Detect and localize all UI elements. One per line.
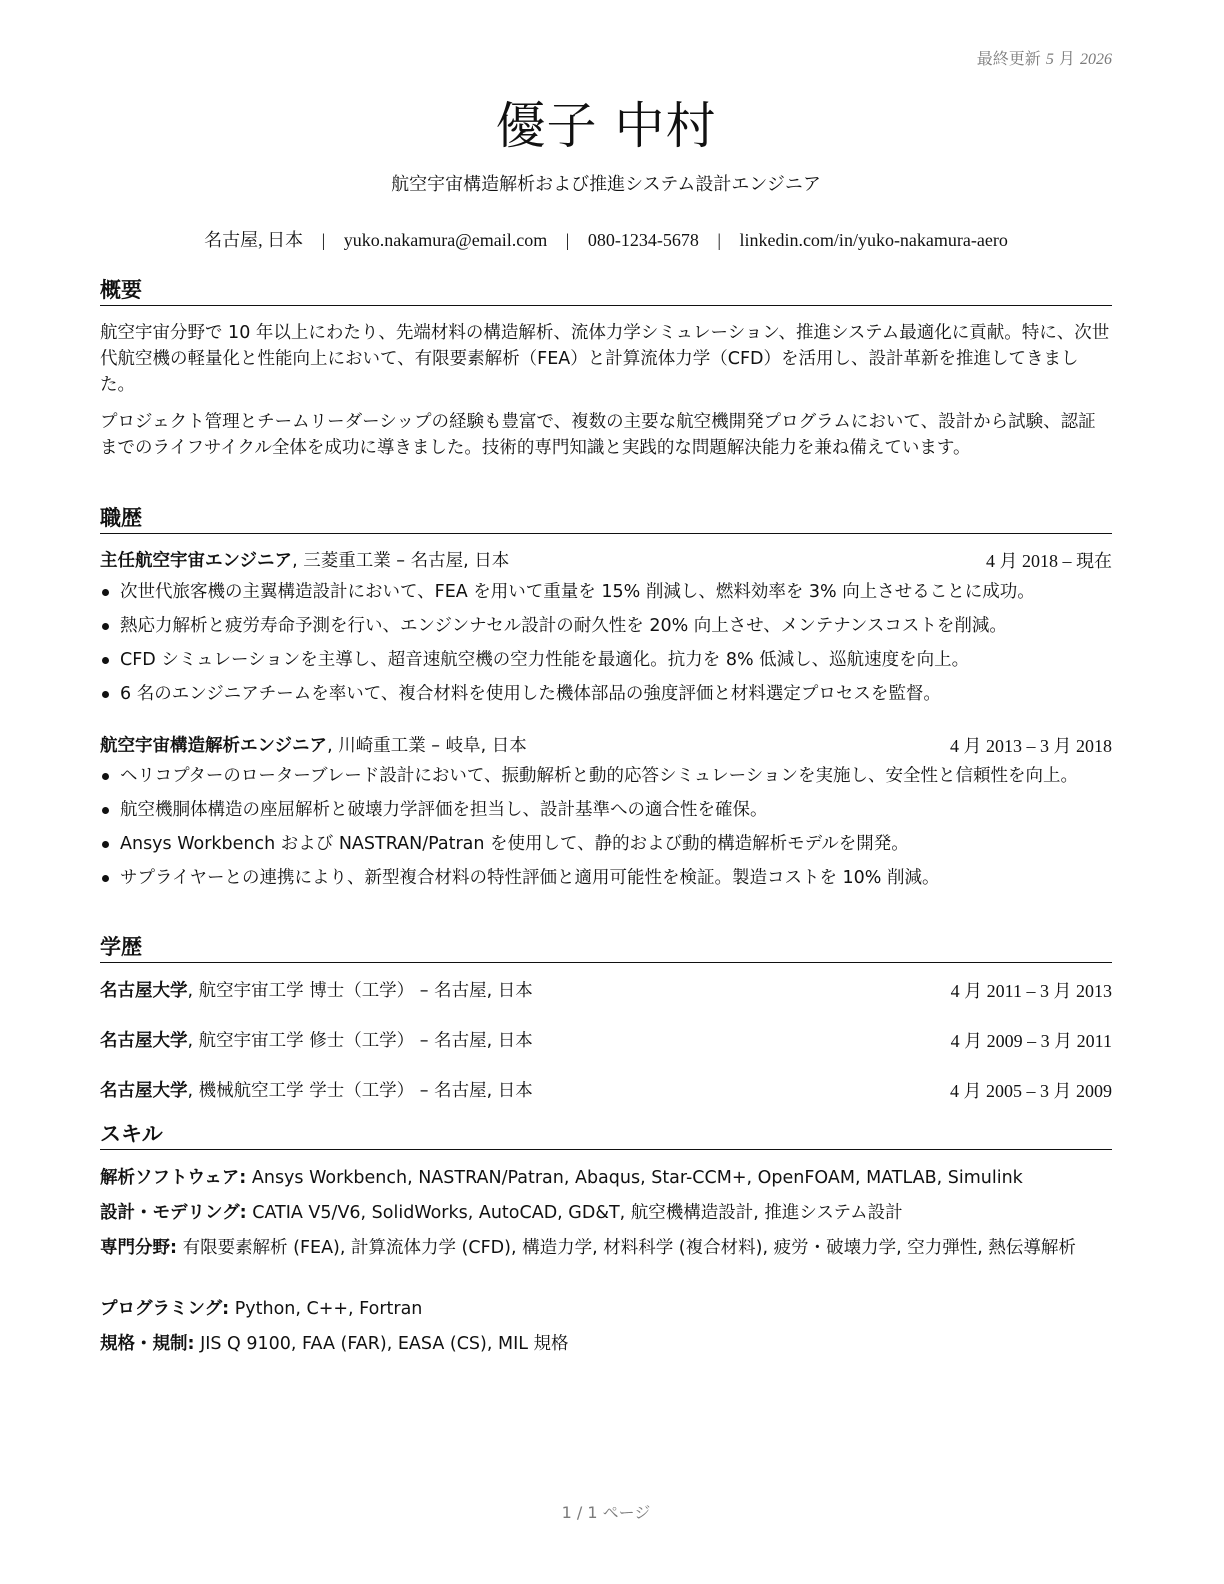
job-bullet: 6 名のエンジニアチームを率いて、複合材料を使用した機体部品の強度評価と材料選定プロセスを監督。: [100, 682, 1112, 707]
skill-row: [100, 1331, 1112, 1357]
job-bullet: サプライヤーとの連携により、新型複合材料の特性評価と適用可能性を検証。製造コストを 10% 削減。: [100, 866, 1112, 891]
section-title-education: 学歴: [100, 934, 1112, 963]
job-org: , 川崎重工業 – 岐阜, 日本: [327, 736, 527, 756]
education-school: 名古屋大学: [100, 1031, 188, 1051]
job-bullet: Ansys Workbench および NASTRAN/Patran を使用して、静的および動的構造解析モデルを開発。: [100, 832, 1112, 857]
headline: 航空宇宙構造解析および推進システム設計エンジニア: [391, 174, 821, 195]
education-item: [100, 1079, 1112, 1103]
job-bullet: ヘリコプターのローターブレード設計において、振動解析と動的応答シミュレーションを実施し、安全性と信頼性を向上。: [100, 764, 1112, 789]
job-role: 航空宇宙構造解析エンジニア: [100, 736, 328, 756]
job-dates: 4 月 2018 – 現在: [986, 551, 1112, 571]
education-dates: 4 月 2009 – 3 月 2011: [950, 1031, 1112, 1051]
section-title-experience: 職歴: [100, 505, 1112, 534]
job-bullet: 航空機胴体構造の座屈解析と破壊力学評価を担当し、設計基準への適合性を確保。: [100, 798, 1112, 823]
contact-separator: |: [717, 230, 721, 250]
job-dates: 4 月 2013 – 3 月 2018: [950, 736, 1112, 756]
job-bullet: CFD シミュレーションを主導し、超音速航空機の空力性能を最適化。抗力を 8% 低減し、巡航速度を向上。: [100, 648, 1112, 673]
candidate-name: 優子 中村: [495, 97, 717, 155]
job-bullets: [100, 580, 1112, 716]
education-dates: 4 月 2005 – 3 月 2009: [950, 1081, 1112, 1101]
skill-value: 有限要素解析 (FEA), 計算流体力学 (CFD), 構造力学, 材料科学 (複合材料), 疲労・破壊力学, 空力弾性, 熱伝導解析: [177, 1238, 1076, 1258]
job-org: , 三菱重工業 – 名古屋, 日本: [292, 551, 510, 571]
education-school: 名古屋大学: [100, 1081, 188, 1101]
job-header: [100, 549, 1112, 573]
section-title-summary: 概要: [100, 277, 1112, 306]
contact-separator: |: [321, 230, 326, 250]
contact-email[interactable]: yuko.nakamura@email.com: [343, 230, 548, 250]
skill-value: Python, C++, Fortran: [229, 1299, 423, 1319]
skill-value: Ansys Workbench, NASTRAN/Patran, Abaqus, Star-CCM+, OpenFOAM, MATLAB, Simulink: [246, 1168, 1023, 1188]
skill-row: [100, 1235, 1112, 1261]
education-degree: , 航空宇宙工学 修士（工学） – 名古屋, 日本: [187, 1031, 533, 1051]
skill-label: プログラミング:: [100, 1299, 230, 1319]
section-title-skills: スキル: [100, 1121, 1112, 1150]
skill-label: 規格・規制:: [100, 1334, 195, 1354]
education-item: [100, 979, 1112, 1003]
page-number: 1 / 1 ページ: [561, 1503, 651, 1522]
contact-phone[interactable]: 080-1234-5678: [587, 230, 699, 250]
job-header: [100, 734, 1112, 758]
job-bullets: [100, 764, 1112, 900]
skill-row: [100, 1296, 1112, 1322]
resume-page: [100, 0, 1112, 1584]
skill-row: [100, 1165, 1112, 1191]
skill-row: [100, 1200, 1112, 1226]
contact-separator: |: [565, 230, 570, 250]
skill-value: JIS Q 9100, FAA (FAR), EASA (CS), MIL 規格: [194, 1334, 569, 1354]
skill-value: CATIA V5/V6, SolidWorks, AutoCAD, GD&T, 航空機構造設計, 推進システム設計: [246, 1203, 903, 1223]
last-updated: 最終更新 5 月 2026: [976, 49, 1112, 68]
skill-label: 設計・モデリング:: [100, 1203, 247, 1223]
contact-location: 名古屋, 日本: [204, 230, 304, 250]
job-role: 主任航空宇宙エンジニア: [100, 551, 293, 571]
education-school: 名古屋大学: [100, 981, 188, 1001]
skill-label: 専門分野:: [100, 1238, 177, 1258]
skill-label: 解析ソフトウェア:: [100, 1168, 247, 1188]
education-dates: 4 月 2011 – 3 月 2013: [950, 981, 1112, 1001]
contact-linkedin[interactable]: linkedin.com/in/yuko-nakamura-aero: [739, 230, 1008, 250]
job-bullet: 次世代旅客機の主翼構造設計において、FEA を用いて重量を 15% 削減し、燃料効率を 3% 向上させることに成功。: [100, 580, 1112, 605]
contact-line: [100, 226, 1112, 252]
job-bullet: 熱応力解析と疲労寿命予測を行い、エンジンナセル設計の耐久性を 20% 向上させ、メンテナンスコストを削減。: [100, 614, 1112, 639]
education-degree: , 航空宇宙工学 博士（工学） – 名古屋, 日本: [187, 981, 533, 1001]
summary-paragraph: プロジェクト管理とチームリーダーシップの経験も豊富で、複数の主要な航空機開発プログラムにおいて、設計から試験、認証までのライフサイクル全体を成功に導きました。技術的専門知識と実践的な問題解決能力を兼ね備えています。: [100, 412, 1096, 458]
education-item: [100, 1029, 1112, 1053]
education-degree: , 機械航空工学 学士（工学） – 名古屋, 日本: [187, 1081, 533, 1101]
summary-paragraph: 航空宇宙分野で 10 年以上にわたり、先端材料の構造解析、流体力学シミュレーション、推進システム最適化に貢献。特に、次世代航空機の軽量化と性能向上において、有限要素解析（FEA）と計算流体力学（CFD）を活用し、設計革新を推進してきました。: [100, 323, 1110, 395]
